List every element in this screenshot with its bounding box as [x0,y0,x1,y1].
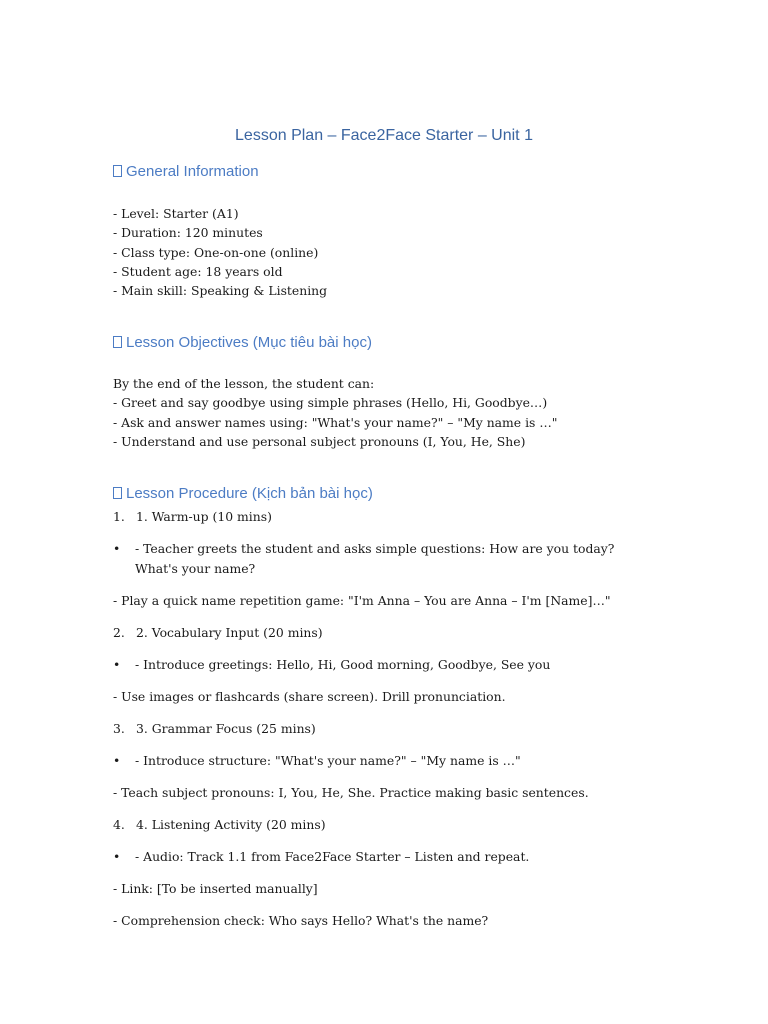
step-3-bullet: • - Introduce structure: "What's your name?" – "My name is …" [113,751,643,771]
list-item: - Understand and use personal subject pronouns (I, You, He, She) [113,433,526,449]
objectives-list [113,374,653,451]
missing-glyph-icon [113,336,122,348]
step-4-note: - Link: [To be inserted manually] [113,881,318,896]
list-item: - Ask and answer names using: "What's your name?" – "My name is …" [113,414,558,430]
page-title: Lesson Plan – Face2Face Starter – Unit 1 [235,127,533,144]
step-1-title: 1. 1. Warm-up (10 mins) [113,509,272,524]
step-2-note: - Use images or flashcards (share screen). Drill pronunciation. [113,689,506,704]
procedure-heading: Lesson Procedure (Kịch bản bài học) [113,483,373,505]
general-info-list [113,204,653,300]
missing-glyph-icon [113,165,122,177]
list-item: - Main skill: Speaking & Listening [113,283,328,299]
list-item: - Class type: One-on-one (online) [113,244,319,260]
step-1-note: - Play a quick name repetition game: "I'm Anna – You are Anna – I'm [Name]…" [113,593,611,608]
list-item: - Level: Starter (A1) [113,206,239,221]
bullet-icon: • [113,849,121,864]
bullet-icon: • [113,753,121,768]
step-3-title: 3. 3. Grammar Focus (25 mins) [113,721,316,736]
objectives-heading: Lesson Objectives (Mục tiêu bài học) [113,332,372,354]
step-2-title: 2. 2. Vocabulary Input (20 mins) [113,625,323,640]
missing-glyph-icon [113,487,122,499]
list-item: - Student age: 18 years old [113,263,283,279]
step-4-note: - Comprehension check: Who says Hello? What's the name? [113,913,489,928]
objectives-intro: By the end of the lesson, the student can: [113,376,375,391]
step-4-title: 4. 4. Listening Activity (20 mins) [113,817,326,832]
bullet-icon: • [113,541,121,556]
list-item: - Greet and say goodbye using simple phrases (Hello, Hi, Goodbye…) [113,395,548,411]
step-1-bullet: • - Teacher greets the student and asks simple questions: How are you today? What's your name? [113,541,615,576]
general-info-heading: General Information [113,161,259,183]
bullet-icon: • [113,657,121,672]
step-3-note: - Teach subject pronouns: I, You, He, She. Practice making basic sentences. [113,785,589,800]
step-4-bullet: • - Audio: Track 1.1 from Face2Face Starter – Listen and repeat. [113,847,643,867]
list-item: - Duration: 120 minutes [113,225,263,241]
step-2-bullet: • - Introduce greetings: Hello, Hi, Good morning, Goodbye, See you [113,655,643,675]
